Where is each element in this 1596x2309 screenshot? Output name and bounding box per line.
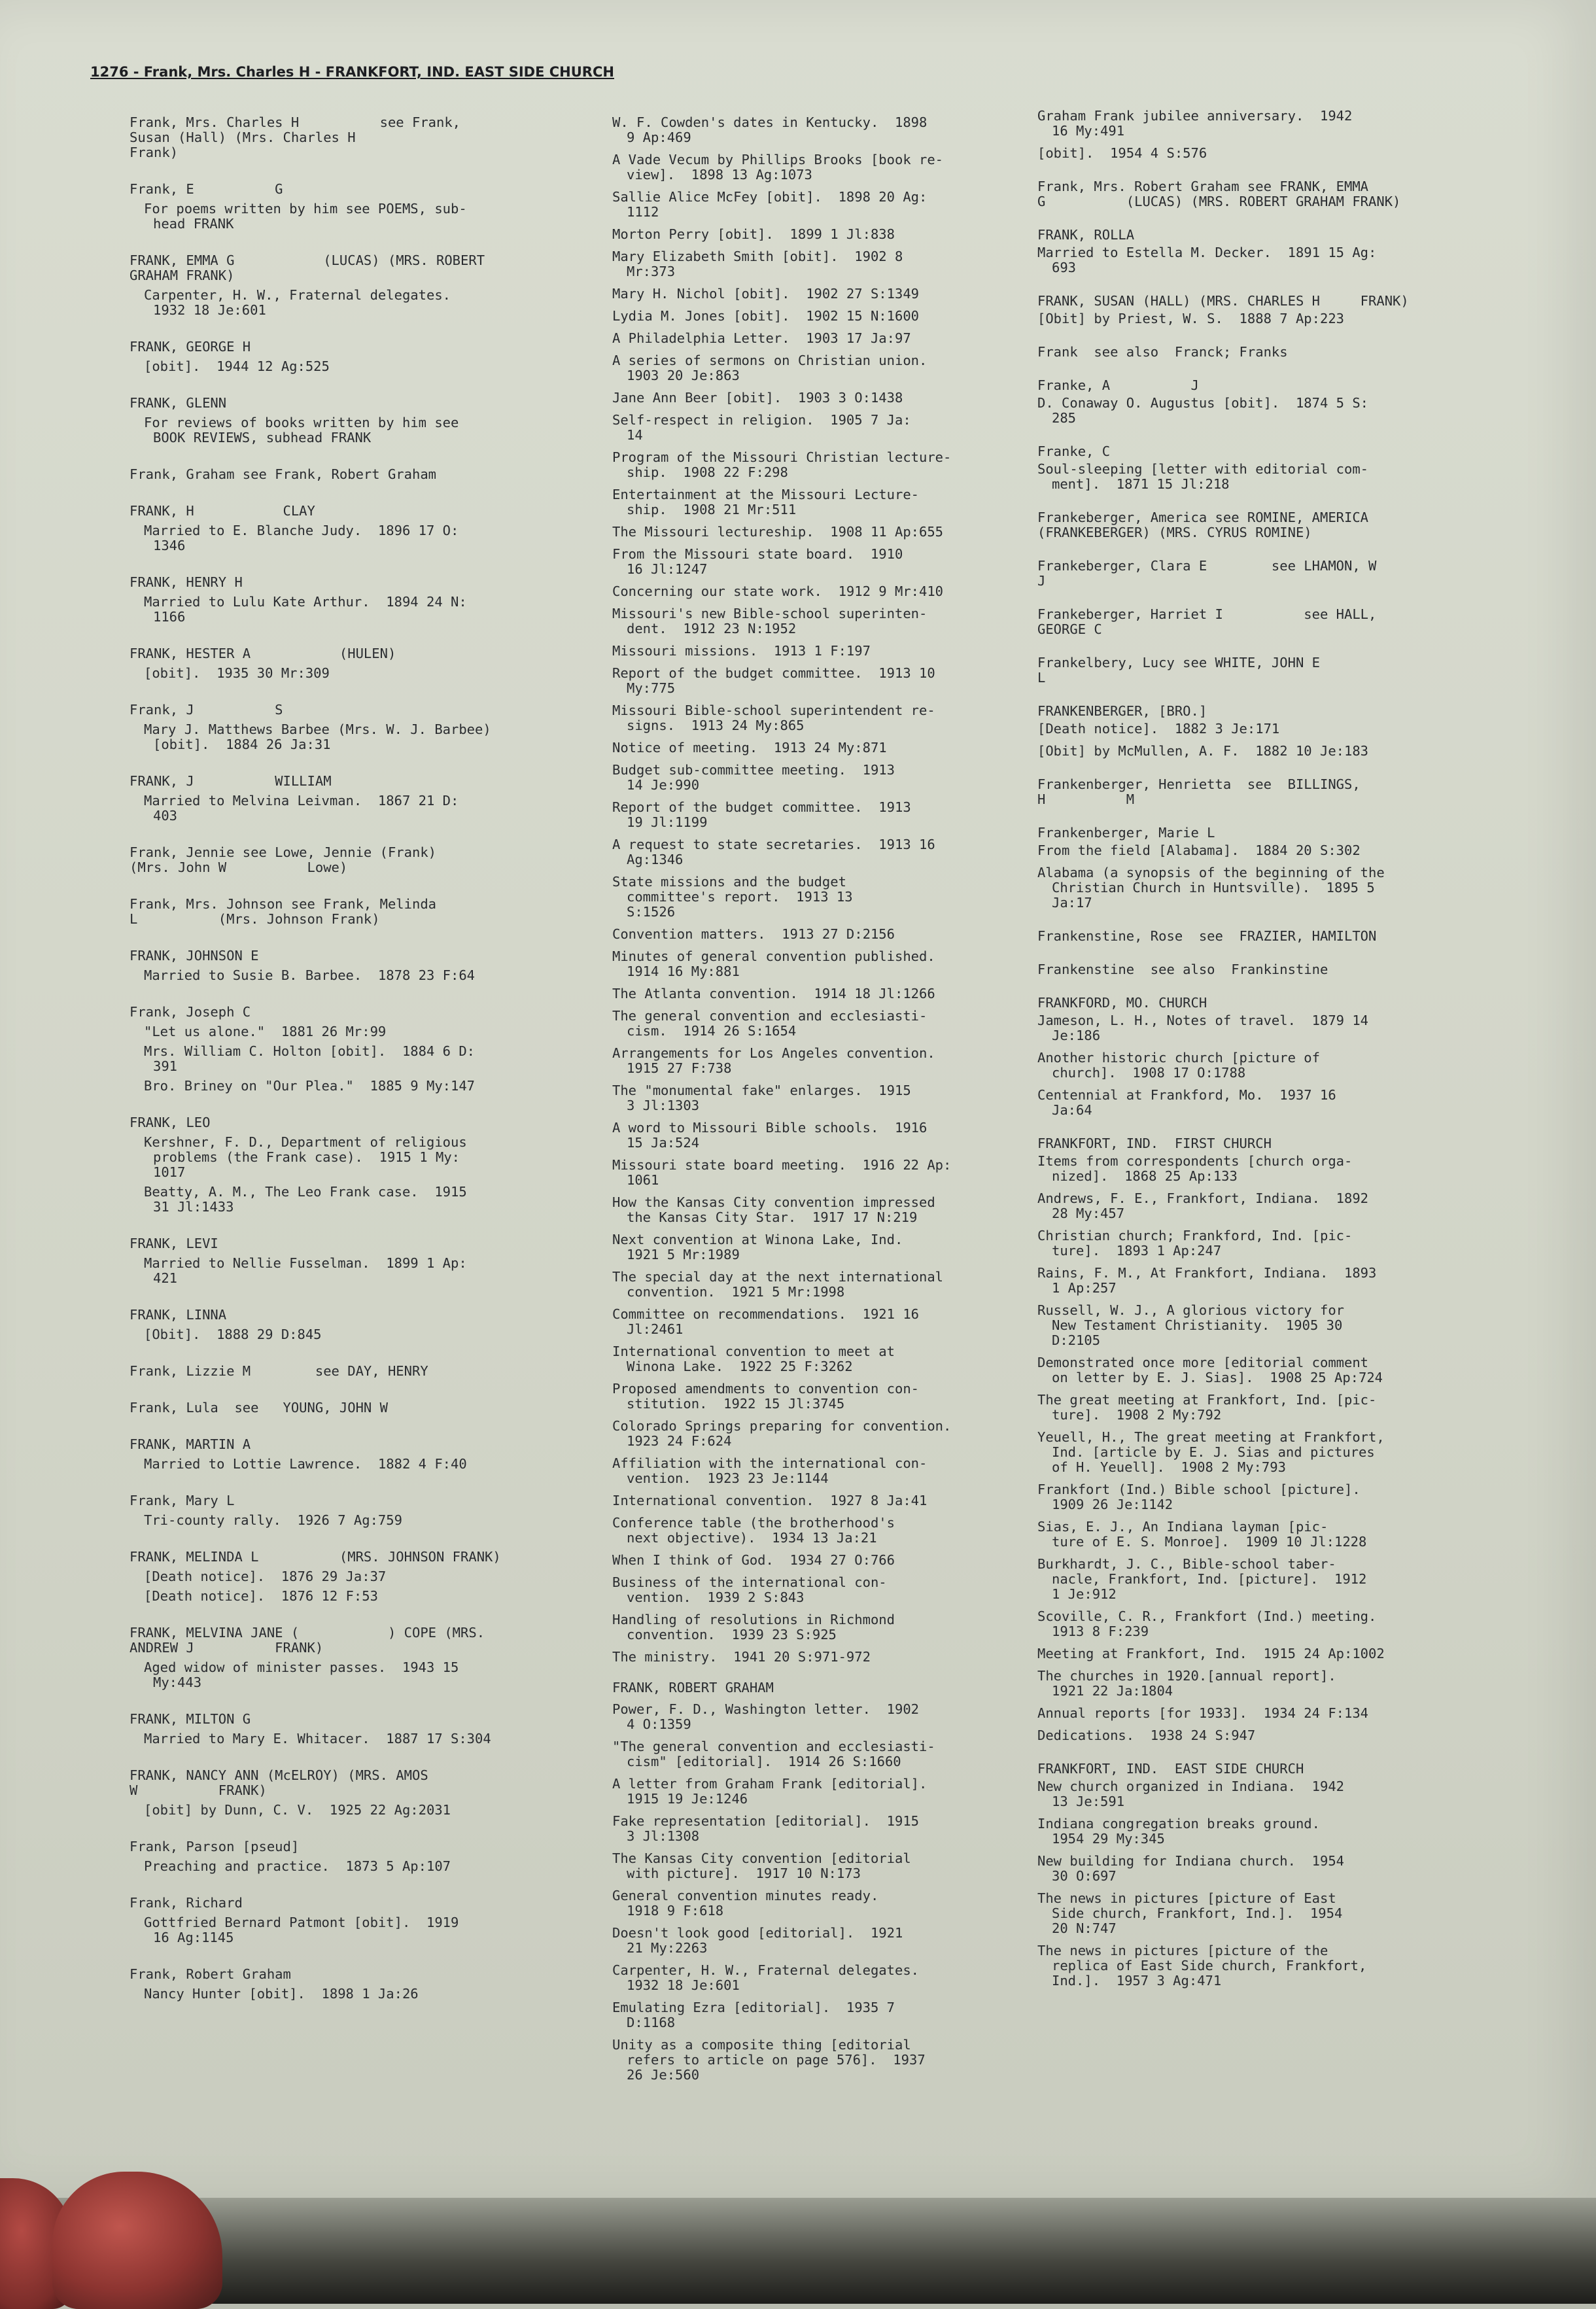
entry-heading: FRANK, JOHNSON E	[130, 948, 259, 964]
citation: Soul-sleeping [letter with editorial com- ment]. 1871 15 Jl:218	[1037, 461, 1369, 492]
citation: Entertainment at the Missouri Lecture- ship. 1908 21 Mr:511	[612, 487, 919, 517]
entry-heading: FRANK, SUSAN (HALL) (MRS. CHARLES H FRANK)	[1037, 293, 1409, 309]
entry-heading: Frank, Lizzie M see DAY, HENRY	[130, 1363, 428, 1379]
citation: Indiana congregation breaks ground. 1954 29 My:345	[1037, 1816, 1320, 1847]
citation: Dedications. 1938 24 S:947	[1037, 1727, 1256, 1743]
citation: [Death notice]. 1876 12 F:53	[144, 1588, 378, 1604]
entry-heading: Frank, Mary L	[130, 1493, 235, 1508]
citation: Report of the budget committee. 1913 19 Jl:1199	[612, 799, 911, 830]
citation: A request to state secretaries. 1913 16 Ag:1346	[612, 837, 935, 867]
index-entry	[130, 1364, 587, 1379]
citation: The "monumental fake" enlarges. 1915 3 Jl:1303	[612, 1083, 911, 1113]
entry-heading: Frank, E G	[130, 181, 283, 197]
index-entry	[1037, 929, 1535, 944]
citation: Jameson, L. H., Notes of travel. 1879 14 Je:186	[1037, 1013, 1369, 1043]
citation: Budget sub-committee meeting. 1913 14 Je:990	[612, 762, 895, 793]
citation: Missouri Bible-school superintendent re- signs. 1913 24 My:865	[612, 703, 935, 733]
citation: Demonstrated once more [editorial comment on letter by E. J. Sias]. 1908 25 Ap:724	[1037, 1355, 1383, 1385]
index-entry	[130, 1236, 587, 1286]
citation: Morton Perry [obit]. 1899 1 Jl:838	[612, 226, 895, 242]
citation: Minutes of general convention published. 1914 16 My:881	[612, 948, 935, 979]
citation: "Let us alone." 1881 26 Mr:99	[144, 1024, 387, 1039]
citation: Married to Mary E. Whitacer. 1887 17 S:304	[144, 1731, 491, 1746]
entry-heading: FRANK, MELINDA L (MRS. JOHNSON FRANK)	[130, 1549, 501, 1565]
index-entry	[130, 774, 587, 824]
citation: [Obit] by Priest, W. S. 1888 7 Ap:223	[1037, 311, 1344, 326]
citation: Next convention at Winona Lake, Ind. 1921 5 Mr:1989	[612, 1232, 903, 1262]
entry-heading: FRANK, GEORGE H	[130, 339, 251, 355]
citation: Annual reports [for 1933]. 1934 24 F:134	[1037, 1705, 1369, 1721]
index-entry	[1037, 777, 1535, 807]
citation: Carpenter, H. W., Fraternal delegates. 1932 18 Je:601	[612, 1962, 919, 1993]
index-entry	[1037, 444, 1535, 492]
citation: Committee on recommendations. 1921 16 Jl:2461	[612, 1306, 919, 1337]
entry-heading: FRANK, MARTIN A	[130, 1436, 251, 1452]
citation: Unity as a composite thing [editorial refers to article on page 576]. 1937 26 Je:560	[612, 2037, 926, 2083]
index-entry	[1037, 510, 1535, 540]
citation: The news in pictures [picture of the replica of East Side church, Frankfort, Ind.]. 1957 3 Ag:471	[1037, 1943, 1367, 1988]
index-entry	[130, 396, 587, 445]
citation: Nancy Hunter [obit]. 1898 1 Ja:26	[144, 1986, 419, 2002]
index-entry	[130, 1967, 587, 2002]
index-entry	[130, 253, 587, 318]
citation: [Death notice]. 1882 3 Je:171	[1037, 721, 1280, 737]
citation: The Missouri lectureship. 1908 11 Ap:655	[612, 524, 944, 540]
citation: Married to E. Blanche Judy. 1896 17 O: 1346	[144, 523, 459, 553]
citation: For reviews of books written by him see BOOK REVIEWS, subhead FRANK	[144, 415, 459, 445]
citation: Self-respect in religion. 1905 7 Ja: 14	[612, 412, 911, 443]
entry-heading: Frankeberger, America see ROMINE, AMERICA (FRANKEBERGER) (MRS. CYRUS ROMINE)	[1037, 510, 1369, 540]
entry-heading: Franke, C	[1037, 443, 1111, 459]
citation: Mary Elizabeth Smith [obit]. 1902 8 Mr:373	[612, 249, 903, 279]
citation: Lydia M. Jones [obit]. 1902 15 N:1600	[612, 308, 919, 324]
citation: Beatty, A. M., The Leo Frank case. 1915 31 Jl:1433	[144, 1184, 467, 1215]
entry-heading: Frankenstine, Rose see FRAZIER, HAMILTON	[1037, 928, 1377, 944]
citation: State missions and the budget committee's report. 1913 13 S:1526	[612, 874, 853, 920]
entry-heading: Frankeberger, Harriet I see HALL, GEORGE C	[1037, 606, 1377, 637]
entry-heading: Frank see also Franck; Franks	[1037, 344, 1288, 360]
citation: From the Missouri state board. 1910 16 Jl:1247	[612, 546, 903, 577]
index-entry	[130, 339, 587, 374]
citation: Married to Estella M. Decker. 1891 15 Ag: 693	[1037, 245, 1377, 275]
index-entry	[1037, 1136, 1535, 1743]
citation: Frankfort (Ind.) Bible school [picture]. 1909 26 Je:1142	[1037, 1482, 1361, 1512]
citation: Christian church; Frankford, Ind. [pic- ture]. 1893 1 Ap:247	[1037, 1228, 1353, 1259]
index-column-2	[612, 115, 1031, 2090]
citation: Program of the Missouri Christian lecture- ship. 1908 22 F:298	[612, 449, 952, 480]
index-entry	[130, 575, 587, 625]
citation: A letter from Graham Frank [editorial]. 1915 19 Je:1246	[612, 1776, 928, 1807]
citation: [obit]. 1954 4 S:576	[1037, 145, 1207, 161]
citation: Power, F. D., Washington letter. 1902 4 O:1359	[612, 1701, 919, 1732]
citation: Notice of meeting. 1913 24 My:871	[612, 740, 887, 755]
entry-heading: FRANK, H CLAY	[130, 503, 315, 519]
index-entry	[130, 1308, 587, 1342]
citation: The news in pictures [picture of East Side church, Frankfort, Ind.]. 1954 20 N:747	[1037, 1890, 1343, 1936]
index-entry	[130, 1437, 587, 1472]
entry-heading: FRANKFORT, IND. EAST SIDE CHURCH	[1037, 1761, 1304, 1777]
citation: A Vade Vecum by Phillips Brooks [book re- view]. 1898 13 Ag:1073	[612, 152, 944, 182]
citation: Preaching and practice. 1873 5 Ap:107	[144, 1858, 451, 1874]
entry-heading: Frankenstine see also Frankinstine	[1037, 962, 1328, 977]
citation: Scoville, C. R., Frankfort (Ind.) meeting. 1913 8 F:239	[1037, 1608, 1377, 1639]
citation: Convention matters. 1913 27 D:2156	[612, 926, 895, 942]
index-entry	[130, 1115, 587, 1215]
entry-heading: Frank, Parson [pseud]	[130, 1839, 300, 1854]
citation: [Obit]. 1888 29 D:845	[144, 1327, 322, 1342]
index-entry	[1037, 345, 1535, 360]
index-entry	[130, 182, 587, 232]
citation: Items from correspondents [church orga- nized]. 1868 25 Ap:133	[1037, 1153, 1353, 1184]
index-entry	[1037, 228, 1535, 275]
index-entry	[1037, 109, 1535, 161]
citation: A Philadelphia Letter. 1903 17 Ja:97	[612, 330, 911, 346]
citation: Meeting at Frankfort, Ind. 1915 24 Ap:1002	[1037, 1646, 1385, 1661]
index-entry	[1037, 179, 1535, 209]
citation: Affiliation with the international con- vention. 1923 23 Je:1144	[612, 1455, 928, 1486]
citation: The general convention and ecclesiasti- cism. 1914 26 S:1654	[612, 1008, 928, 1039]
entry-heading: FRANK, LEVI	[130, 1236, 218, 1251]
entry-heading: Frank, Graham see Frank, Robert Graham	[130, 466, 436, 482]
citation: Married to Lottie Lawrence. 1882 4 F:40	[144, 1456, 467, 1472]
page-header: 1276 - Frank, Mrs. Charles H - FRANKFORT, IND. EAST SIDE CHURCH	[90, 64, 614, 80]
citation: Business of the international con- vention. 1939 2 S:843	[612, 1574, 887, 1605]
entry-heading: FRANK, HENRY H	[130, 574, 243, 590]
citation: Arrangements for Los Angeles convention. 1915 27 F:738	[612, 1045, 935, 1076]
citation: Married to Susie B. Barbee. 1878 23 F:64	[144, 967, 476, 983]
entry-heading: Frank, J S	[130, 702, 283, 718]
citation: New church organized in Indiana. 1942 13 Je:591	[1037, 1779, 1344, 1809]
citation: Emulating Ezra [editorial]. 1935 7 D:1168	[612, 2000, 895, 2030]
citation: [Death notice]. 1876 29 Ja:37	[144, 1569, 387, 1584]
citation: Missouri state board meeting. 1916 22 Ap: 1061	[612, 1157, 952, 1188]
citation: Concerning our state work. 1912 9 Mr:410	[612, 583, 944, 599]
index-entry	[130, 948, 587, 983]
entry-heading: Frank, Lula see YOUNG, JOHN W	[130, 1400, 388, 1415]
citation: Gottfried Bernard Patmont [obit]. 1919 16 Ag:1145	[144, 1915, 459, 1945]
citation: Married to Lulu Kate Arthur. 1894 24 N: 1166	[144, 594, 467, 625]
citation: Missouri's new Bible-school superinten- dent. 1912 23 N:1952	[612, 606, 928, 636]
index-entry	[1037, 378, 1535, 426]
citation: From the field [Alabama]. 1884 20 S:302	[1037, 842, 1361, 858]
citation: Bro. Briney on "Our Plea." 1885 9 My:147	[144, 1078, 476, 1094]
entry-heading: FRANK, NANCY ANN (McELROY) (MRS. AMOS W FRANK)	[130, 1767, 428, 1798]
citation: Fake representation [editorial]. 1915 3 Jl:1308	[612, 1813, 919, 1844]
citation: Yeuell, H., The great meeting at Frankfort, Ind. [article by E. J. Sias and pictures of H. Yeuell]. 1908 2 My:793	[1037, 1429, 1385, 1475]
citation: Married to Nellie Fusselman. 1899 1 Ap: 421	[144, 1255, 467, 1286]
index-entry	[130, 703, 587, 752]
citation: W. F. Cowden's dates in Kentucky. 1898 9 Ap:469	[612, 114, 928, 145]
citation: "The general convention and ecclesiasti- cism" [editorial]. 1914 26 S:1660	[612, 1739, 935, 1769]
citation: Carpenter, H. W., Fraternal delegates. 1932 18 Je:601	[144, 287, 451, 318]
entry-heading: Franke, A J	[1037, 377, 1199, 393]
citation: Married to Melvina Leivman. 1867 21 D: 403	[144, 793, 459, 824]
citation: Sallie Alice McFey [obit]. 1898 20 Ag: 1112	[612, 189, 928, 220]
citation: Mary H. Nichol [obit]. 1902 27 S:1349	[612, 286, 919, 302]
citation: Report of the budget committee. 1913 10 My:775	[612, 665, 935, 696]
index-entry	[130, 1550, 587, 1604]
entry-heading: Frankeberger, Clara E see LHAMON, W J	[1037, 558, 1377, 589]
entry-heading: FRANKENBERGER, [BRO.]	[1037, 703, 1207, 719]
index-entry	[130, 467, 587, 482]
citation: International convention to meet at Winona Lake. 1922 25 F:3262	[612, 1344, 895, 1374]
citation: Missouri missions. 1913 1 F:197	[612, 643, 871, 659]
citation: Sias, E. J., An Indiana layman [pic- ture of E. S. Monroe]. 1909 10 Jl:1228	[1037, 1519, 1367, 1550]
entry-heading: FRANK, HESTER A (HULEN)	[130, 646, 396, 661]
index-entry	[130, 1839, 587, 1874]
citation: The ministry. 1941 20 S:971-972	[612, 1649, 871, 1665]
entry-heading: FRANKFORD, MO. CHURCH	[1037, 995, 1207, 1011]
index-entry	[130, 646, 587, 681]
index-entry	[130, 1625, 587, 1690]
citation: The special day at the next international convention. 1921 5 Mr:1998	[612, 1269, 944, 1300]
index-entry	[1037, 655, 1535, 686]
entry-heading: Frank, Joseph C	[130, 1004, 251, 1020]
citation: Graham Frank jubilee anniversary. 1942 16 My:491	[1037, 108, 1353, 139]
citation: The Atlanta convention. 1914 18 Jl:1266	[612, 986, 935, 1001]
entry-heading: FRANK, LEO	[130, 1115, 211, 1130]
index-entry	[130, 1768, 587, 1818]
index-entry	[1037, 294, 1535, 326]
citation: Andrews, F. E., Frankfort, Indiana. 1892 28 My:457	[1037, 1190, 1369, 1221]
entry-heading: Frankelbery, Lucy see WHITE, JOHN E L	[1037, 655, 1320, 686]
citation: Colorado Springs preparing for convention. 1923 24 F:624	[612, 1418, 952, 1449]
citation: Aged widow of minister passes. 1943 15 My:443	[144, 1659, 459, 1690]
citation: A series of sermons on Christian union. 1903 20 Je:863	[612, 353, 928, 383]
citation: The churches in 1920.[annual report]. 1921 22 Ja:1804	[1037, 1668, 1336, 1699]
index-entry	[130, 1493, 587, 1528]
index-entry	[130, 845, 587, 875]
index-column-1	[130, 115, 587, 2023]
entry-heading: Frank, Mrs. Charles H see Frank, Susan (Hall) (Mrs. Charles H Frank)	[130, 114, 461, 160]
entry-heading: FRANK, MILTON G	[130, 1711, 251, 1727]
citation: Handling of resolutions in Richmond convention. 1939 23 S:925	[612, 1612, 895, 1642]
index-entry	[1037, 962, 1535, 977]
citation: Mary J. Matthews Barbee (Mrs. W. J. Barbee) [obit]. 1884 26 Ja:31	[144, 721, 491, 752]
citation: Russell, W. J., A glorious victory for New Testament Christianity. 1905 30 D:2105	[1037, 1302, 1344, 1348]
citation: Doesn't look good [editorial]. 1921 21 My:2263	[612, 1925, 903, 1956]
entry-heading: FRANK, ROBERT GRAHAM	[612, 1680, 774, 1695]
entry-heading: Frank, Jennie see Lowe, Jennie (Frank) (Mrs. John W Lowe)	[130, 844, 436, 875]
entry-heading: FRANKFORT, IND. FIRST CHURCH	[1037, 1136, 1272, 1151]
citation: Jane Ann Beer [obit]. 1903 3 O:1438	[612, 390, 903, 406]
entry-heading: Frank, Robert Graham	[130, 1966, 291, 1982]
citation: [obit]. 1944 12 Ag:525	[144, 358, 330, 374]
citation: How the Kansas City convention impressed the Kansas City Star. 1917 17 N:219	[612, 1194, 935, 1225]
index-entry	[1037, 607, 1535, 637]
entry-heading: Frankenberger, Marie L	[1037, 825, 1215, 841]
entry-heading: FRANK, J WILLIAM	[130, 773, 332, 789]
index-entry	[1037, 704, 1535, 759]
index-entry	[1037, 825, 1535, 911]
citation: [Obit] by McMullen, A. F. 1882 10 Je:183	[1037, 743, 1369, 759]
citation: International convention. 1927 8 Ja:41	[612, 1493, 928, 1508]
index-entry	[130, 897, 587, 927]
citation: When I think of God. 1934 27 O:766	[612, 1552, 895, 1568]
citation: General convention minutes ready. 1918 9 F:618	[612, 1888, 879, 1918]
entry-heading: FRANK, LINNA	[130, 1307, 227, 1323]
index-entry	[1037, 996, 1535, 1118]
entry-heading: FRANK, EMMA G (LUCAS) (MRS. ROBERT GRAHAM FRANK)	[130, 252, 485, 283]
entry-heading: Frank, Mrs. Robert Graham see FRANK, EMMA G (LUCAS) (MRS. ROBERT GRAHAM FRANK)	[1037, 179, 1401, 209]
citation: The Kansas City convention [editorial with picture]. 1917 10 N:173	[612, 1850, 911, 1881]
citation: Conference table (the brotherhood's next objective). 1934 13 Ja:21	[612, 1515, 895, 1546]
citation: Tri-county rally. 1926 7 Ag:759	[144, 1512, 402, 1528]
citation: Proposed amendments to convention con- stitution. 1922 15 Jl:3745	[612, 1381, 919, 1412]
index-entry	[130, 1400, 587, 1415]
index-entry	[1037, 559, 1535, 589]
index-entry	[130, 115, 587, 160]
citation: New building for Indiana church. 1954 30 O:697	[1037, 1853, 1344, 1884]
citation: Another historic church [picture of church]. 1908 17 O:1788	[1037, 1050, 1320, 1081]
entry-heading: FRANK, ROLLA	[1037, 227, 1135, 243]
citation: [obit]. 1935 30 Mr:309	[144, 665, 330, 681]
index-entry	[130, 1005, 587, 1094]
citation: Alabama (a synopsis of the beginning of the Christian Church in Huntsville). 1895 5 Ja:17	[1037, 865, 1385, 911]
index-entry	[130, 1896, 587, 1945]
entry-heading: Frank, Richard	[130, 1895, 243, 1911]
citation: D. Conaway O. Augustus [obit]. 1874 5 S: 285	[1037, 395, 1369, 426]
index-entry	[130, 1712, 587, 1746]
citation: Kershner, F. D., Department of religious problems (the Frank case). 1915 1 My: 1017	[144, 1134, 467, 1180]
citation: Centennial at Frankford, Mo. 1937 16 Ja:64	[1037, 1087, 1336, 1118]
citation: For poems written by him see POEMS, sub- head FRANK	[144, 201, 467, 232]
citation: Burkhardt, J. C., Bible-school taber- nacle, Frankfort, Ind. [picture]. 1912 1 Je:912	[1037, 1556, 1367, 1602]
index-column-3	[1037, 109, 1535, 2007]
index-entry	[1037, 1762, 1535, 1988]
book-edge-shadow	[0, 2198, 1596, 2304]
entry-heading: Frank, Mrs. Johnson see Frank, Melinda L (Mrs. Johnson Frank)	[130, 896, 436, 927]
index-entry	[130, 504, 587, 553]
entry-heading: Frankenberger, Henrietta see BILLINGS, H M	[1037, 776, 1361, 807]
citation: The great meeting at Frankfort, Ind. [pic- ture]. 1908 2 My:792	[1037, 1392, 1377, 1423]
citation: [obit] by Dunn, C. V. 1925 22 Ag:2031	[144, 1802, 451, 1818]
entry-heading: FRANK, MELVINA JANE ( ) COPE (MRS. ANDREW J FRANK)	[130, 1625, 485, 1656]
citation: Rains, F. M., At Frankfort, Indiana. 1893 1 Ap:257	[1037, 1265, 1377, 1296]
citation: A word to Missouri Bible schools. 1916 15 Ja:524	[612, 1120, 928, 1151]
citation: Mrs. William C. Holton [obit]. 1884 6 D: 391	[144, 1043, 476, 1074]
entry-heading: FRANK, GLENN	[130, 395, 227, 411]
